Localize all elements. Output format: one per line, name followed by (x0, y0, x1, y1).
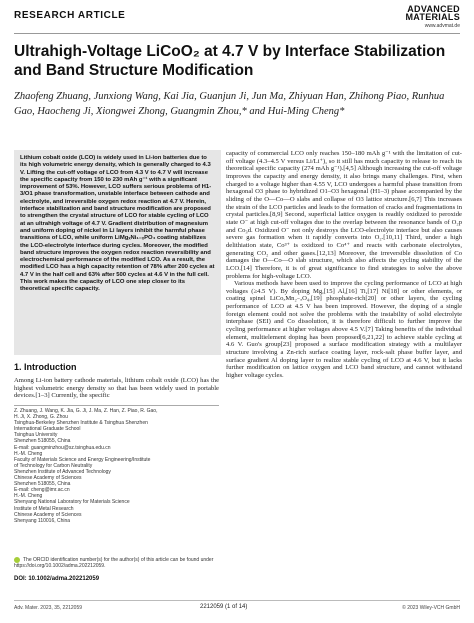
abstract-text: Lithium cobalt oxide (LCO) is widely used in Li-ion batteries due to its high volumetric energy density, which is generally charged to 4.3 V. Lifting the cut-off voltage of LCO from 4.3 V to 4.7 V will increase the specific capacity from 150 to 230 mAh g⁻¹ with a significant improvement of 53%. However, LCO suffers serious problems of H1-3/O1 phase transformation, unstable interface between cathode and electrolyte, and irreversible oxygen redox reaction at 4.7 V. Herein, interface stabilization and band structure modification are proposed to strengthen the crystal structure of LCO for stable cycling of LCO at an ultrahigh voltage of 4.7 V. Gradient distribution of magnesium and uniform doping of nickel in Li layers inhibit the harmful phase transitions of LCO, while uniform LiMgₓNi₁₋ₓPO₄ coating stabilizes the LCO-electrolyte interface during cycles. Moreover, the modified band structure improves the oxygen redox reaction reversibility and electrochemical performance of the modified LCO. As a result, the modified LCO has a high capacity retention of 78% after 200 cycles at 4.7 V in the half cell and 63% after 500 cycles at 4.6 V in the full cell. This work makes the capacity of LCO one step closer to its theoretical specific capacity. (20, 155, 215, 293)
section-label: RESEARCH ARTICLE (14, 10, 126, 21)
affiliation-line: Tsinghua-Berkeley Shenzhen Institute & Tsinghua Shenzhen (14, 420, 148, 427)
affiliation-line: of Technology for Carbon Neutrality (14, 462, 93, 469)
affiliation-line: Shenzhen 518055, China (14, 438, 71, 445)
affiliation-line: H.-M. Cheng (14, 493, 43, 500)
body-paragraph: capacity of commercial LCO only reaches 150–180 mAh g⁻¹ with the limitation of cut-off voltage (4.3–4.5 V versus Li/Li⁺), so it still has much capacity to release to reach its theoretical specific capacity (274 mAh g⁻¹).[4,5] Although increasing the cut-off voltage improves the capacity and energy density, it also brings many challenges. First, when charged to a voltage higher than 4.55 V, LCO undergoes a harmful phase transition from hexagonal O3 phase to hybridized O1–O3 hexagonal (H1–3) phase accompanied by the sliding of the O—Co—O slabs and collapse of O3 lattice structure.[6,7] This increases the strain of the LCO particles and leads to the formation of cracks and fragmentations in crystal particles.[8,9] Second, superficial lattice oxygen is readily oxidized to peroxide state O⁻ at high cut-off voltages due to the overlap between the resonance bands of O₂p and Co₃d. Oxidized O⁻ not only destroys the LCO-electrolyte interface but also causes severe gas formation when it rapidly converts into O₂.[10,11] Third, under a high delithiation state, Co³⁺ is oxidized to Co⁴⁺ and reacts with carbonate electrolytes, generating CO₂ and other gases.[12,13] Moreover, the irreversible dissolution of Co damages the O—Co—O slab structure, which also affects the cycling stability of the LCO.[14] Therefore, it is of great significance to find strategies to solve the above problems for high-voltage LCO. (226, 150, 462, 280)
intro-paragraph: Among Li-ion battery cathode materials, lithium cobalt oxide (LCO) has the highest volumetric energy density so that has been widely used in portable devices.[1–3] Currently, the specific (14, 377, 219, 400)
journal-logo[interactable] (405, 5, 460, 29)
section-heading-introduction: 1. Introduction (14, 362, 77, 372)
author-list: Zhaofeng Zhuang, Junxiong Wang, Kai Jia, Guanjun Ji, Jun Ma, Zhiyuan Han, Zhihong Piao, Runhua Gao, Haocheng Ji, Xiongwei Zhong, Guangmin Zhou,* and Hui-Ming Cheng* (14, 91, 445, 117)
journal-logo-line2: MATERIALS (405, 12, 460, 22)
affiliation-line: H.-M. Cheng (14, 450, 43, 457)
affiliation-line: Shenyang 110016, China (14, 517, 71, 524)
journal-url[interactable]: www.advmat.de (424, 23, 460, 29)
affiliation-line: H. Ji, X. Zhong, G. Zhou (14, 414, 68, 421)
footer-copyright: © 2023 Wiley-VCH GmbH (402, 605, 460, 611)
affiliation-divider (14, 405, 219, 406)
journal-logo-line1: ADVANCED (407, 4, 460, 14)
affiliations (14, 408, 219, 524)
article-title: Ultrahigh-Voltage LiCoO₂ at 4.7 V by Interface Stabilization and Band Structure Modification (14, 43, 446, 79)
affiliation-line: Z. Zhuang, J. Wang, K. Jia, G. Ji, J. Ma, Z. Han, Z. Piao, R. Gao, (14, 408, 158, 414)
body-paragraph: Various methods have been used to improve the cycling performance of LCO at high voltages (≥4.5 V). By doping Mg,[15] Al,[16] Ti,[17] Ni[18] or other elements, or coating spinel LiCoₓMn₂₋ₓO₄,[19] phosphate-rich[20] or other layers, the cycling performance of LCO at 4.5 V has been improved. However, the doping of a single foreign element could not solve the problems with the instability of solid electrolyte interphase (SEI) and Co dissolution, it is therefore difficult to further improve the cycling performance at higher voltages above 4.5 V.[7] Taking benefits of the individual element, multielement doping has been proposed[6,21,22] to achieve stable cycling at 4.6 V. Guo's group[23] proposed a surface modification strategy with a multilayer structure involving a Zn-rich surface coating layer, rock-salt phase buffer layer, and surface gradient Al doping layer to realize stable cycling of LCO at 4.6 V, but it lacks further modification on lattice oxygen and LCO band structure, and cannot withstand higher voltage cycles. (226, 280, 462, 380)
header-divider (14, 33, 460, 34)
affiliation-line: Shenzhen Institute of Advanced Technology (14, 468, 111, 475)
abstract-box (14, 150, 221, 355)
orcid-note[interactable] (14, 557, 219, 569)
affiliation-line: Chinese Academy of Sciences (14, 475, 82, 482)
affiliation-line: Tsinghua University (14, 432, 58, 439)
footer-divider (14, 600, 460, 601)
footer-citation: Adv. Mater. 2023, 35, 2212059 (14, 605, 83, 611)
affiliation-line: Shenzhen 518055, China (14, 481, 71, 488)
orcid-text: The ORCID identification number(s) for the author(s) of this article can be found under https://doi.org/10.1002/adma.202212059. (14, 557, 214, 569)
page-header (0, 0, 474, 36)
doi[interactable]: DOI: 10.1002/adma.202212059 (14, 576, 100, 582)
affiliation-email[interactable]: E-mail: guangminzhou@sz.tsinghua.edu.cn (14, 444, 111, 451)
affiliation-line: Faculty of Materials Science and Energy Engineering/Institute (14, 456, 151, 463)
footer-page-number: 2212059 (1 of 14) (200, 604, 248, 610)
affiliation-line: Chinese Academy of Sciences (14, 511, 82, 518)
affiliation-line: Institute of Metal Research (14, 505, 74, 512)
affiliation-email[interactable]: E-mail: cheng@imr.ac.cn (14, 487, 70, 494)
affiliation-line: Shenyang National Laboratory for Materials Science (14, 499, 130, 506)
affiliation-line: International Graduate School (14, 426, 81, 433)
right-column (226, 150, 462, 380)
